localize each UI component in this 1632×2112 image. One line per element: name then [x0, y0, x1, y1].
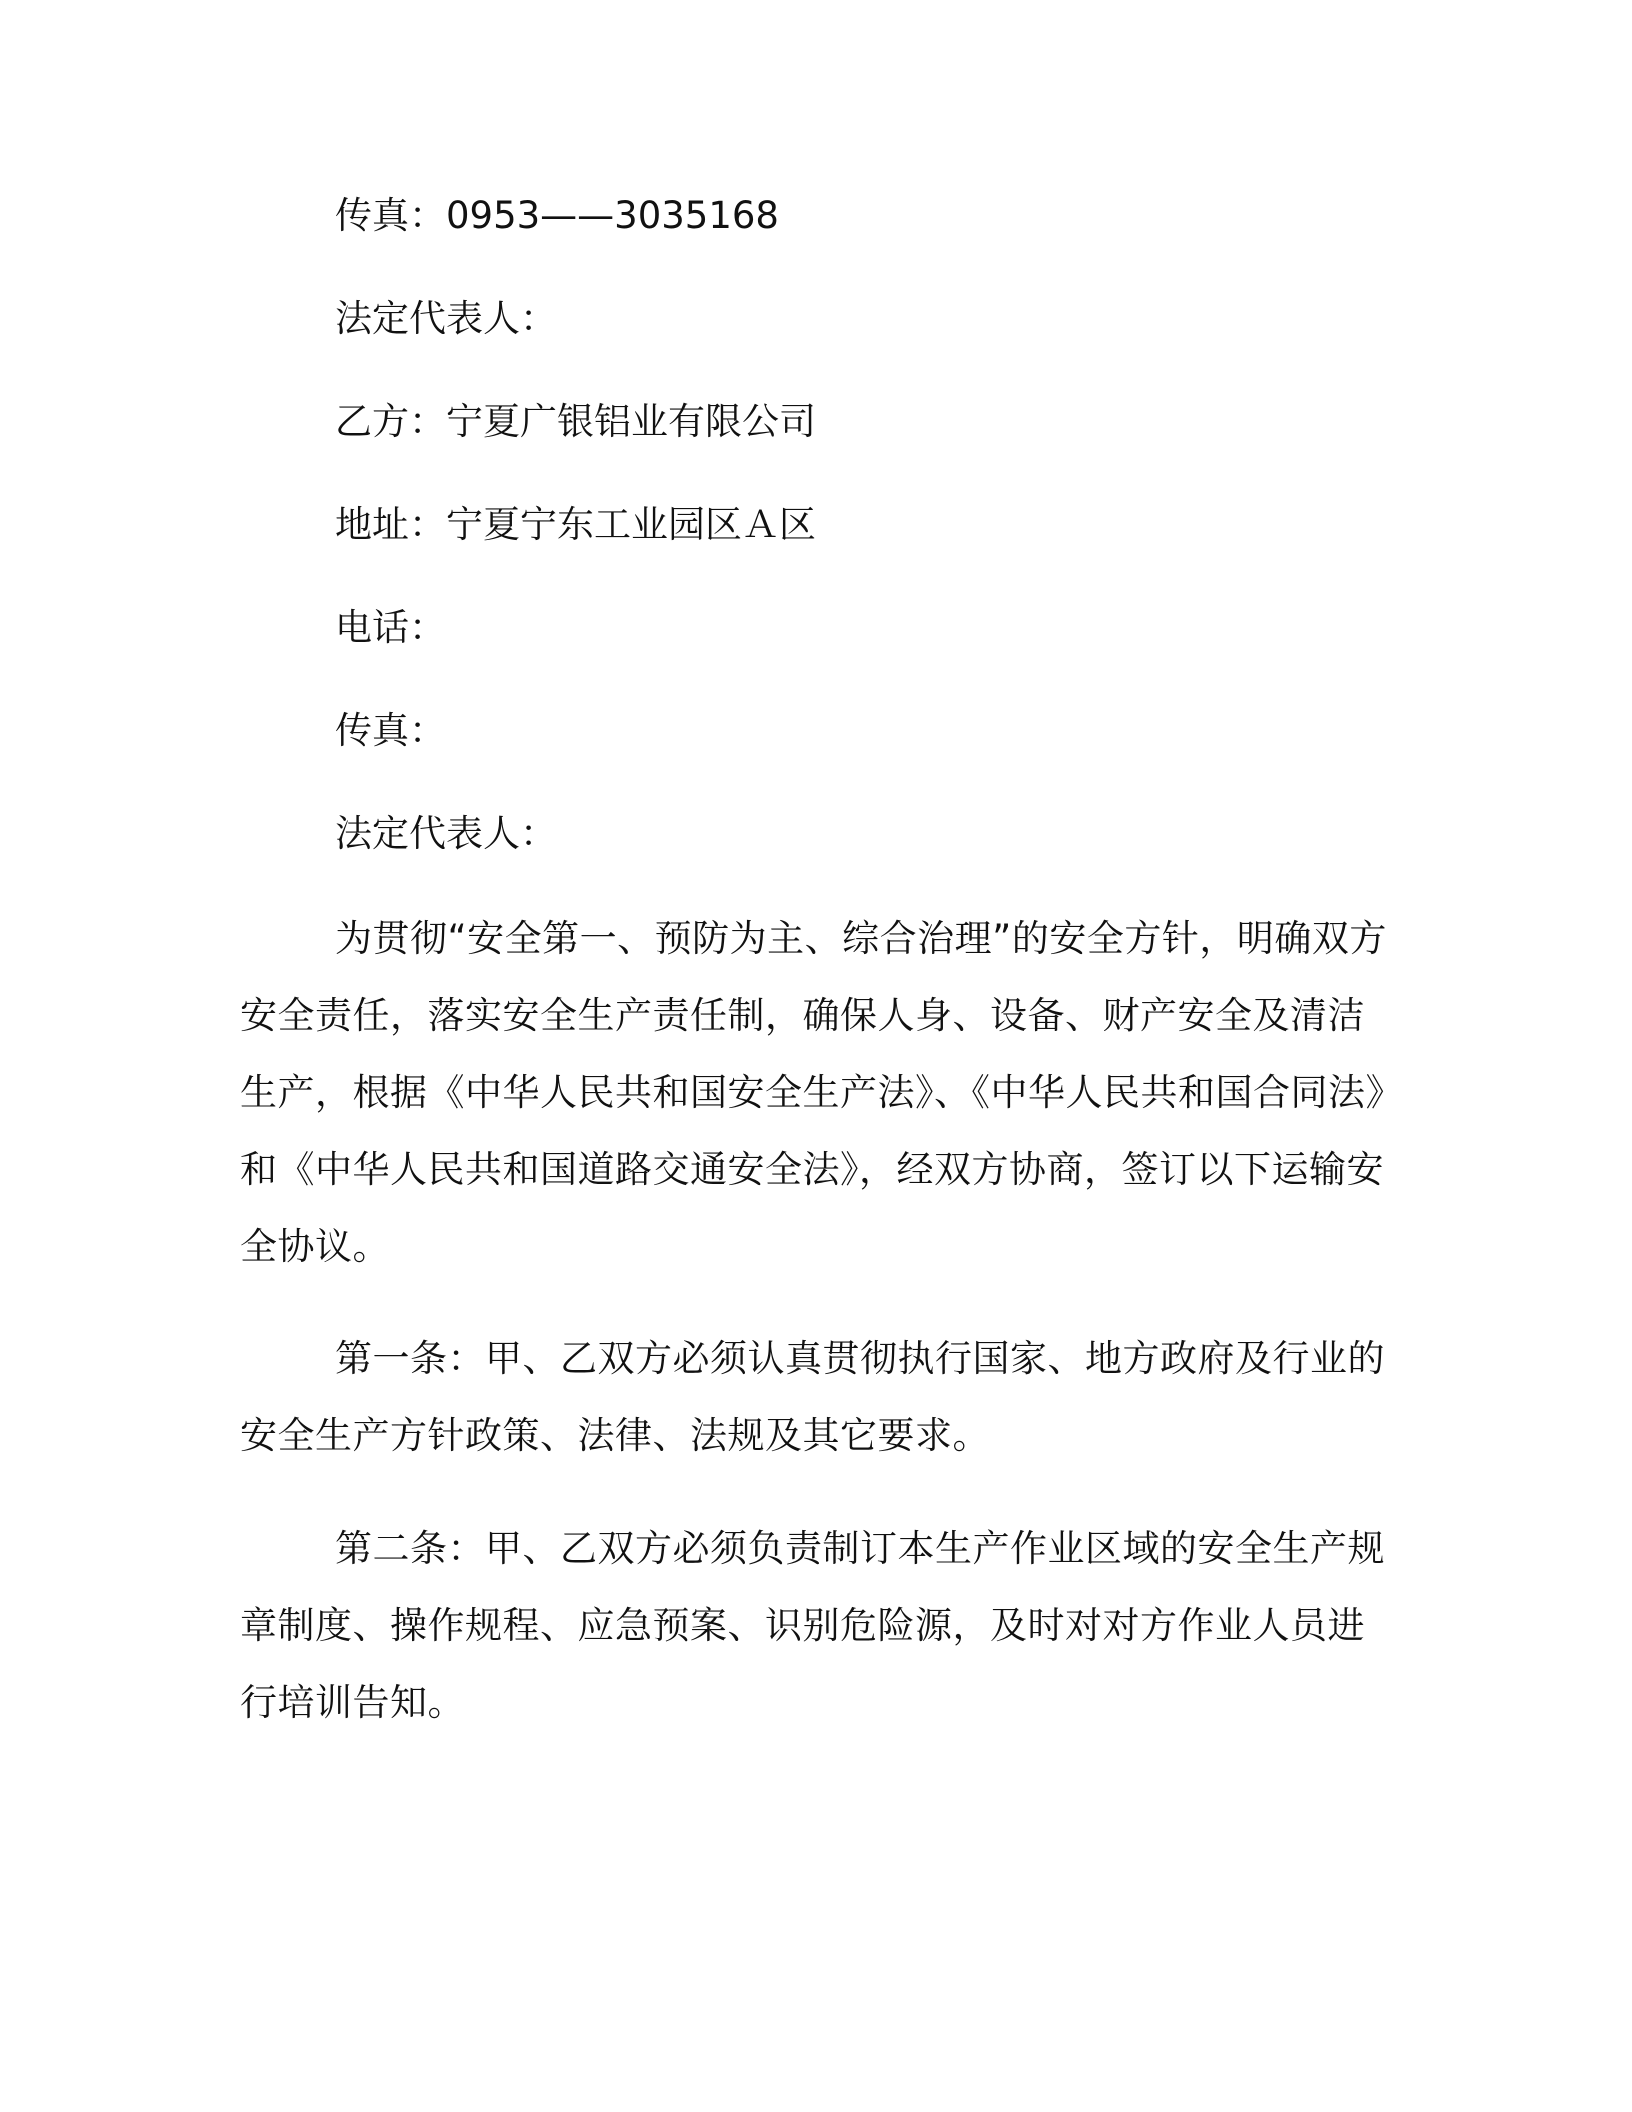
- fax-line-party-a: 传真：0953——3035168: [335, 194, 779, 237]
- article-2-paragraph: 第二条：甲、乙双方必须负责制订本生产作业区域的安全生产规章制度、操作规程、应急预案、识别危险源，及时对对方作业人员进行培训告知。: [240, 1527, 1385, 1724]
- phone-line-party-b: 电话：: [335, 606, 446, 649]
- legal-representative-line-party-b: 法定代表人：: [335, 812, 557, 855]
- address-line-party-b: 地址：宁夏宁东工业园区Ａ区: [335, 503, 816, 546]
- article-1-paragraph: 第一条：甲、乙双方必须认真贯彻执行国家、地方政府及行业的安全生产方针政策、法律、法规及其它要求。: [240, 1337, 1385, 1457]
- fax-line-party-b: 传真：: [335, 709, 446, 752]
- legal-representative-line-party-a: 法定代表人：: [335, 297, 557, 340]
- preamble-paragraph: 为贯彻“安全第一、预防为主、综合治理”的安全方针，明确双方安全责任，落实安全生产责任制，确保人身、设备、财产安全及清洁生产，根据《中华人民共和国安全生产法》、《中华人民共和国合同法》和《中华人民共和国道路交通安全法》，经双方协商，签订以下运输安全协议。: [240, 917, 1387, 1268]
- party-b-line: 乙方：宁夏广银铝业有限公司: [335, 400, 816, 443]
